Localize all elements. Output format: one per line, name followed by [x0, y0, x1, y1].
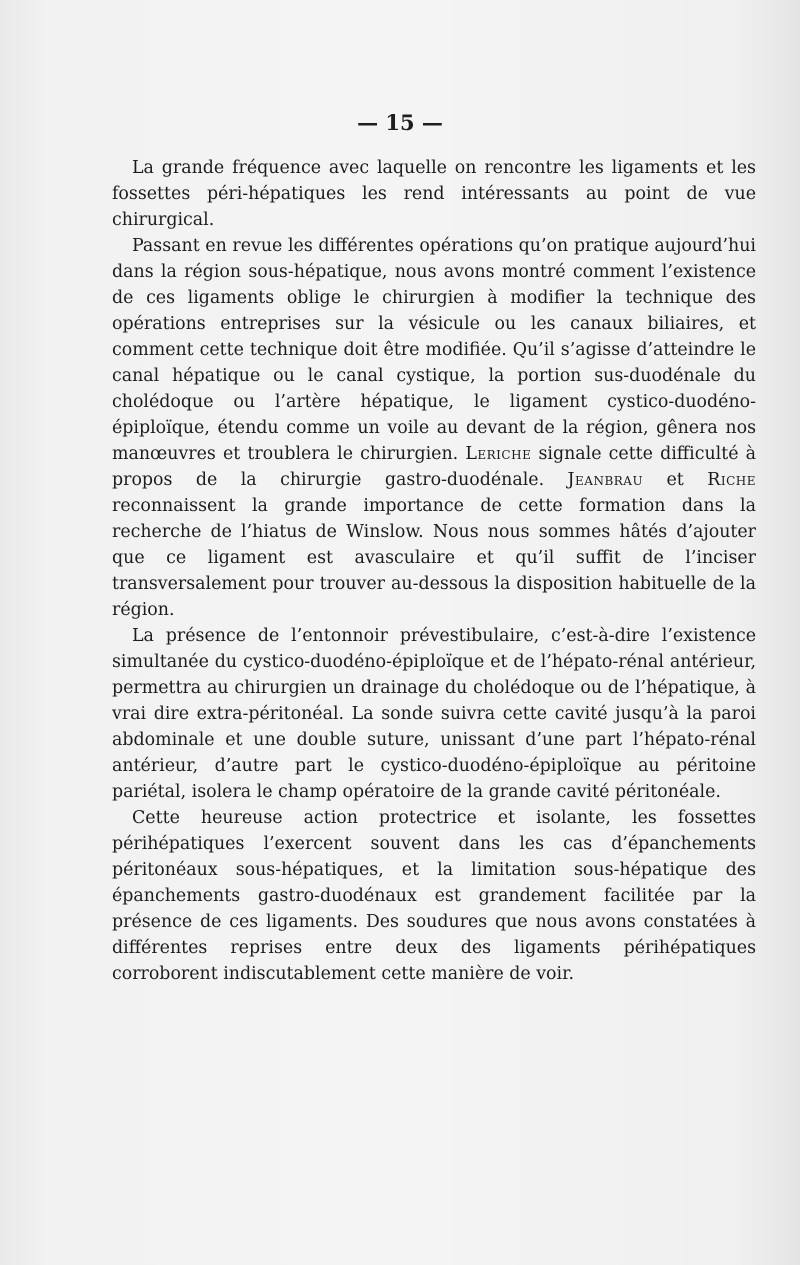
paragraph-text: La présence de l’entonnoir prévestibulaire, c’est-à-dire l’existence simultanée du cystico-duodéno-épiploïque et de l’hépato-rénal antérieur, permettra au chirurgien un drainage du cholédoque ou de l’hépatique, à vrai dire extra-péritonéal. La sonde suivra cette cavité jusqu’à la paroi abdominale et une double suture, unissant d’une part l’hépato-rénal antérieur, d’autre part le cystico-duodéno-épiploïque au péritoine pariétal, isolera le champ opératoire de la grande cavité péritonéale.: [112, 626, 756, 802]
page-number: — 15 —: [357, 110, 443, 135]
paragraph-text: et: [643, 470, 708, 490]
author-name: Jeanbrau: [567, 470, 644, 490]
body-text: [112, 155, 756, 987]
author-name: Riche: [707, 470, 756, 490]
paragraph: [112, 805, 756, 987]
paragraph-text: Passant en revue les différentes opérations qu’on pratique aujourd’hui dans la région sous-hépatique, nous avons montré comment l’existence de ces ligaments oblige le chirurgien à modifier la technique des opérations entreprises sur la vésicule ou les canaux biliaires, et comment cette technique doit être modifiée. Qu’il s’agisse d’atteindre le canal hépatique ou le canal cystique, la portion sus-duodénale du cholédoque ou l’artère hépatique, le ligament cystico-duodéno-épiploïque, étendu comme un voile au devant de la région, gênera nos manœuvres et troublera le chirurgien.: [112, 236, 756, 464]
paragraph: [112, 233, 756, 623]
paragraph-text: Cette heureuse action protectrice et isolante, les fossettes périhépatiques l’exercent souvent dans les cas d’épanchements péritonéaux sous-hépatiques, et la limitation sous-hépatique des épanchements gastro-duodénaux est grandement facilitée par la présence de ces ligaments. Des soudures que nous avons constatées à différentes reprises entre deux des ligaments périhépatiques corroborent indiscutablement cette manière de voir.: [112, 808, 756, 984]
paragraph-text: La grande fréquence avec laquelle on rencontre les ligaments et les fossettes péri-hépatiques les rend intéressants au point de vue chirurgical.: [112, 158, 756, 230]
paragraph: [112, 155, 756, 233]
paragraph-text: signale cette difficulté à propos de la chirurgie gastro-duodénale.: [112, 444, 757, 490]
author-name: Leriche: [465, 444, 532, 464]
paragraph: [112, 623, 756, 805]
paragraph-text: reconnaissent la grande importance de cette formation dans la recherche de l’hiatus de Winslow. Nous nous sommes hâtés d’ajouter que ce ligament est avasculaire et qu’il suffit de l’inciser transversalement pour trouver au-dessous la disposition habituelle de la région.: [112, 496, 756, 620]
